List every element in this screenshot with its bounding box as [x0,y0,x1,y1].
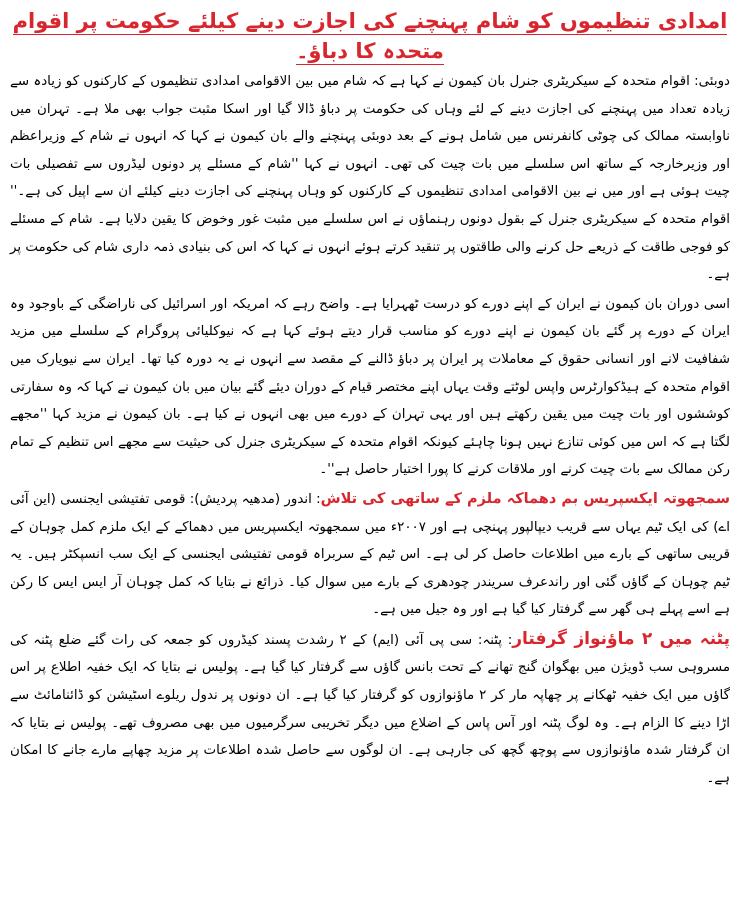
headline-text: امدادی تنظیموں کو شام پہنچنے کی اجازت دینے کیلئے حکومت پر اقوام متحدہ کا دباؤ۔ [12,9,728,63]
samjhauta-body: : اندور (مدھیہ پردیش): قومی تفتیشی ایجنسی (این آئی اے) کی ایک ٹیم یہاں سے قریب دیپالپور پہنچی ہے اور ۲۰۰۷ء میں سمجھوتہ ایکسپریس میں دھماکے کے ایک ملزم کمل چوہان کے قریبی ساتھی کے بارے میں اطلاعات حاصل کر لی ہے۔ اس ٹیم کے سربراہ قومی تفتیشی ایجنسی کے ایک سب انسپکٹر ہیں۔ یہ ٹیم چوہان کے گاؤں گئی اور راندعرف سریندر چودھری کے بارے میں سوال کیا۔ ذرائع نے بتایا کہ کمل چوہان آر ایس ایس کا رکن ہے اسے پہلے ہی گھر سے گرفتار کیا گیا ہے اور وہ جیل میں ہے۔ [10,491,730,618]
article-patna [10,626,730,793]
headline [10,6,730,66]
article-samjhauta [10,486,730,624]
article-paragraph-1: دوبئی: اقوام متحدہ کے سیکریٹری جنرل بان کیمون نے کہا ہے کہ شام میں بین الاقوامی امدادی تنظیموں کے کارکنوں کو زیادہ سے زیادہ تعداد میں پہنچنے کی اجازت دینے کے لئے وہاں کی حکومت پر دباؤ ڈالا گیا اور اسکا مثبت جواب بھی ملا ہے۔ تہران میں ناوابستہ ممالک کی چوٹی کانفرنس میں شامل ہونے کے بعد دوبئی پہنچنے والے بان کیمون نے کہا کہ انہوں نے شام کے وزیراعظم اور وزیرخارجہ کے ساتھ اس سلسلے میں بات چیت کی تھی۔ انہوں نے کہا ''شام کے مسئلے پر دونوں لیڈروں سے تفصیلی بات چیت ہوئی ہے اور میں نے بین الاقوامی امدادی تنظیموں کے کارکنوں کو وہاں پہنچنے کی اجازت دینے کیلئے ان سے اپیل کی ہے۔'' اقوام متحدہ کے سیکریٹری جنرل کے بقول دونوں رہنماؤں نے اس سلسلے میں مثبت غور وخوض کا یقین دلایا ہے۔ شام کے مسئلے کو فوجی طاقت کے ذریعے حل کرنے والی طاقتوں پر تنقید کرتے ہوئے انہوں نے کہا کہ اس کی بنیادی ذمہ داری شام کی حکومت پر ہے۔ [10,74,730,283]
samjhauta-title: سمجھوتہ ایکسپریس بم دھماکہ ملزم کے ساتھی کی تلاش [320,490,730,507]
article-paragraph-2: اسی دوران بان کیمون نے ایران کے اپنے دورے کو درست ٹھہرایا ہے۔ واضح رہے کہ امریکہ اور اسرائیل کی ناراضگی کے باوجود وہ ایران کے دورے پر گئے بان کیمون نے اپنے دورے کو مناسب قرار دیتے ہوئے کہا ہے کہ نیوکلیائی پروگرام کے سلسلے میں مزید شفافیت لانے اور انسانی حقوق کے معاملات پر ایران پر دباؤ ڈالنے کے مقصد سے انہوں نے یہ دورہ کیا تھا۔ ایران سے نیویارک میں اقوام متحدہ کے ہیڈکوارٹرس واپس لوٹتے وقت یہاں اپنے مختصر قیام کے دوران دیئے گئے بیان میں بان کیمون نے کہا کہ وہ سفارتی کوششوں اور بات چیت میں یقین رکھتے ہیں اور یہی تہران کے دورے میں بھی انہوں نے کیا ہے۔ بان کیمون نے مزید کہا ''مجھے لگتا ہے کہ اس میں کوئی تنازع نہیں ہونا چاہئے کیونکہ اقوام متحدہ کے سیکریٹری جنرل کی حیثیت سے مجھے اس تنظیم کے تمام رکن ممالک سے بات چیت کرنے اور ملاقات کرنے کا پورا اختیار حاصل ہے''۔ [10,296,730,478]
patna-body: : پٹنہ: سی پی آئی (ایم) کے ۲ رشدت پسند کیڈروں کو جمعہ کی رات گئے ضلع پٹنہ کی مسروہی سب ڈویژن میں بھگوان گنج تھانے کے تحت بانس گاؤں سے گرفتار کیا گیا ہے۔ پولیس نے بتایا کہ ایک خفیہ اطلاع پر اس گاؤں میں ایک خفیہ ٹھکانے پر چھاپہ مار کر ۲ ماؤنوازوں کو گرفتار کیا گیا ہے۔ ان دونوں پر ندول ریلوے اسٹیشن کو ڈائنامائٹ سے اڑا دینے کا الزام ہے۔ وہ لوگ پٹنہ اور آس پاس کے اضلاع میں دیگر تخریبی سرگرمیوں میں بھی مصروف تھے۔ پولیس نے بتایا کہ ان گرفتار شدہ ماؤنوازوں سے پوچھ گچھ کی جارہی ہے۔ ان لوگوں سے حاصل شدہ اطلاعات پر مزید چھاپے مارے جانے کا امکان ہے۔ [10,632,730,786]
patna-title: پٹنہ میں ۲ ماؤنواز گرفتار [512,628,730,649]
